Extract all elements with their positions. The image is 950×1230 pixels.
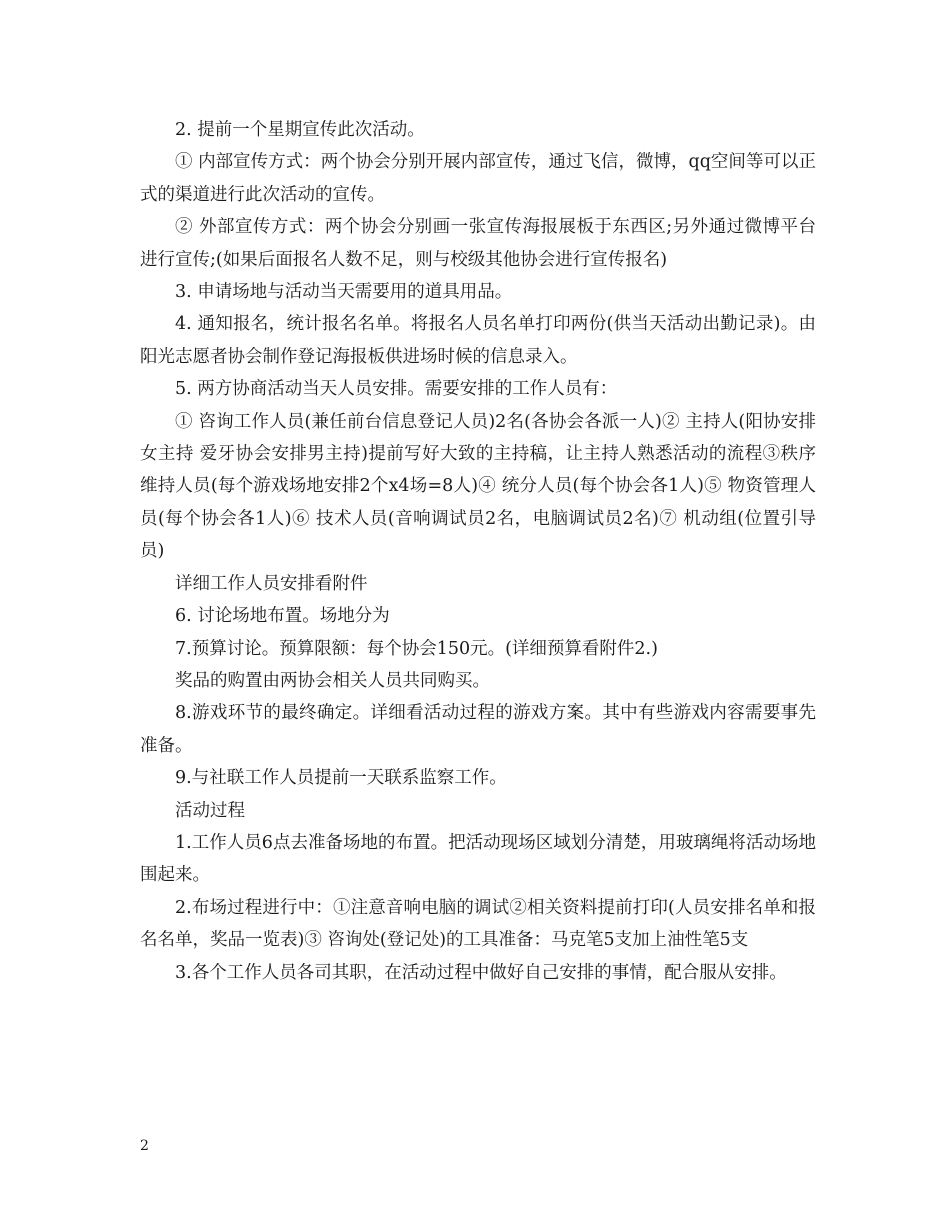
section-heading-activity-process: 活动过程 — [175, 800, 245, 821]
paragraph-games: 8.游戏环节的最终确定。详细看活动过程的游戏方案。其中有些游戏内容需要事先准备。 — [140, 703, 816, 756]
paragraph-internal-publicity: ① 内部宣传方式：两个协会分别开展内部宣传，通过飞信，微博，qq空间等可以正式的渠道进行此次活动的宣传。 — [140, 152, 816, 205]
paragraph-staff-arrangement: 5. 两方协商活动当天人员安排。需要安排的工作人员有： — [175, 379, 618, 400]
paragraph-prizes: 奖品的购置由两协会相关人员共同购买。 — [175, 670, 490, 691]
paragraph-budget: 7.预算讨论。预算限额：每个协会150元。(详细预算看附件2.) — [175, 638, 658, 659]
paragraph-setup: 1.工作人员6点去准备场地的布置。把活动现场区域划分清楚，用玻璃绳将活动场地围起来。 — [140, 832, 816, 886]
paragraph-duties: 3.各个工作人员各司其职，在活动过程中做好自己安排的事情，配合服从安排。 — [175, 962, 787, 983]
paragraph-venue-request: 3. 申请场地与活动当天需要用的道具用品。 — [175, 282, 513, 303]
paragraph-staff-list: ① 咨询工作人员(兼任前台信息登记人员)2名(各协会各派一人)② 主持人(阳协安排女主持 爱牙协会安排男主持)提前写好大致的主持稿，让主持人熟悉活动的流程③秩序维持人员(每个游戏场地安排2个x4场=8人)④ 统分人员(每个协会各1人)⑤ 物资管理人员(每个协会各1人)⑥ 技术人员(音响调试员2名，电脑调试员2名)⑦ 机动组(位置引导员) — [140, 411, 816, 562]
paragraph-supervision: 9.与社联工作人员提前一天联系监察工作。 — [175, 768, 507, 789]
paragraph-external-publicity: ② 外部宣传方式：两个协会分别画一张宣传海报展板于东西区;另外通过微博平台进行宣传;(如果后面报名人数不足，则与校级其他协会进行宣传报名) — [140, 217, 816, 270]
paragraph-staff-appendix: 详细工作人员安排看附件 — [175, 573, 368, 594]
page-number: 2 — [140, 1138, 149, 1154]
paragraph-venue-layout: 6. 讨论场地布置。场地分为 — [175, 606, 390, 627]
paragraph-registration: 4. 通知报名，统计报名名单。将报名人员名单打印两份(供当天活动出勤记录)。由阳光志愿者协会制作登记海报板供进场时候的信息录入。 — [140, 314, 816, 367]
paragraph-setup-progress: 2.布场过程进行中：①注意音响电脑的调试②相关资料提前打印(人员安排名单和报名名单，奖品一览表)③ 咨询处(登记处)的工具准备：马克笔5支加上油性笔5支 — [140, 897, 816, 951]
paragraph-publicity: 2. 提前一个星期宣传此次活动。 — [175, 120, 425, 140]
document-body — [140, 114, 816, 989]
